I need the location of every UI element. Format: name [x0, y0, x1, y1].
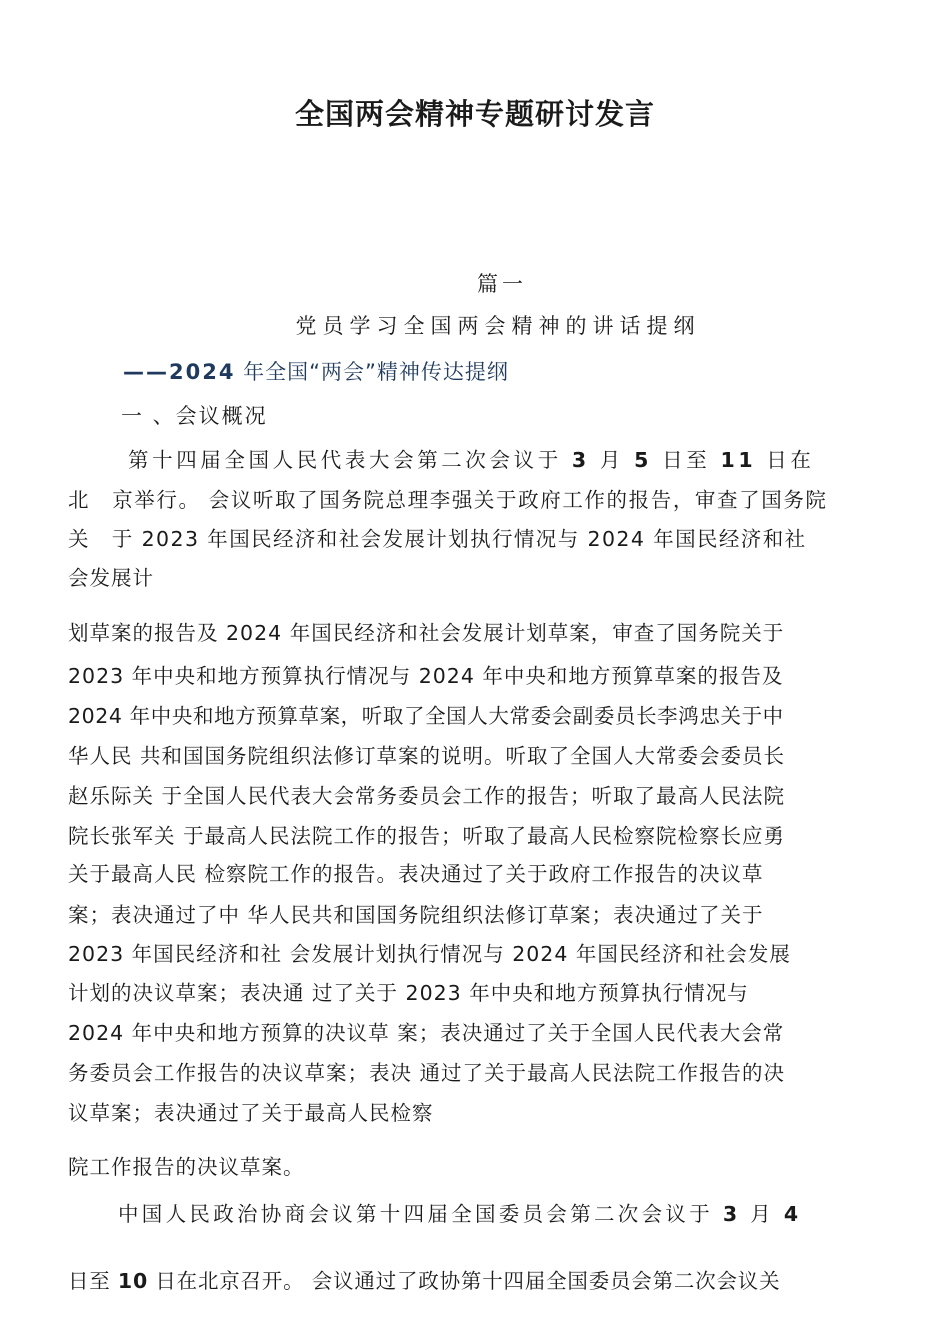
- paragraph-line: 2023 年中央和地方预算执行情况与 2024 年中央和地方预算草案的报告及: [68, 664, 784, 688]
- paragraph-line: 关于最高人民 检察院工作的报告。表决通过了关于政府工作报告的决议草: [68, 862, 764, 886]
- paragraph-line: 计划的决议草案；表决通 过了关于 2023 年中央和地方预算执行情况与: [68, 981, 749, 1005]
- outline-heading: [123, 356, 509, 386]
- outline-heading-prefix: ——2024: [123, 360, 236, 384]
- paragraph-line: 第十四届全国人民代表大会第二次会议于 3 月 5 日至 11 日在: [128, 448, 815, 472]
- paragraph-line: 划草案的报告及 2024 年国民经济和社会发展计划草案，审查了国务院关于: [68, 621, 785, 645]
- paragraph-line: 院长张军关 于最高人民法院工作的报告；听取了最高人民检察院检察长应勇: [68, 824, 786, 848]
- paragraph-line: 2024 年中央和地方预算的决议草 案；表决通过了关于全国人民代表大会常: [68, 1021, 785, 1045]
- paragraph-line: 关 于 2023 年国民经济和社会发展计划执行情况与 2024 年国民经济和社: [68, 527, 807, 551]
- paragraph-line: 2024 年中央和地方预算草案，听取了全国人大常委会副委员长李鸿忠关于中: [68, 704, 784, 728]
- paragraph-line: 北 京举行。 会议听取了国务院总理李强关于政府工作的报告，审查了国务院: [68, 488, 828, 512]
- paragraph-line: 议草案；表决通过了关于最高人民检察: [68, 1101, 434, 1125]
- paragraph-line: 赵乐际关 于全国人民代表大会常务委员会工作的报告；听取了最高人民法院: [68, 784, 786, 808]
- paragraph-line: 中国人民政治协商会议第十四届全国委员会第二次会议于 3 月 4: [118, 1202, 802, 1226]
- speech-subtitle: 党员学习全国两会精神的讲话提纲: [295, 314, 701, 338]
- paragraph-line: 务委员会工作报告的决议草案；表决 通过了关于最高人民法院工作报告的决: [68, 1061, 786, 1085]
- paragraph-line: 日至 10 日在北京召开。 会议通过了政协第十四届全国委员会第二次会议关: [68, 1269, 781, 1293]
- paragraph-line: 院工作报告的决议草案。: [68, 1155, 305, 1179]
- paragraph-line: 案；表决通过了中 华人民共和国国务院组织法修订草案；表决通过了关于: [68, 903, 764, 927]
- paragraph-line: 华人民 共和国国务院组织法修订草案的说明。听取了全国人大常委会委员长: [68, 744, 786, 768]
- chapter-label: 篇一: [477, 272, 527, 296]
- document-title: 全国两会精神专题研讨发言: [294, 97, 655, 131]
- paragraph-line: 2023 年国民经济和社 会发展计划执行情况与 2024 年国民经济和社会发展: [68, 942, 791, 966]
- section-heading: 一 、会议概况: [121, 404, 268, 428]
- outline-heading-text: 年全国“两会”精神传达提纲: [235, 360, 509, 384]
- paragraph-line: 会发展计: [68, 566, 154, 590]
